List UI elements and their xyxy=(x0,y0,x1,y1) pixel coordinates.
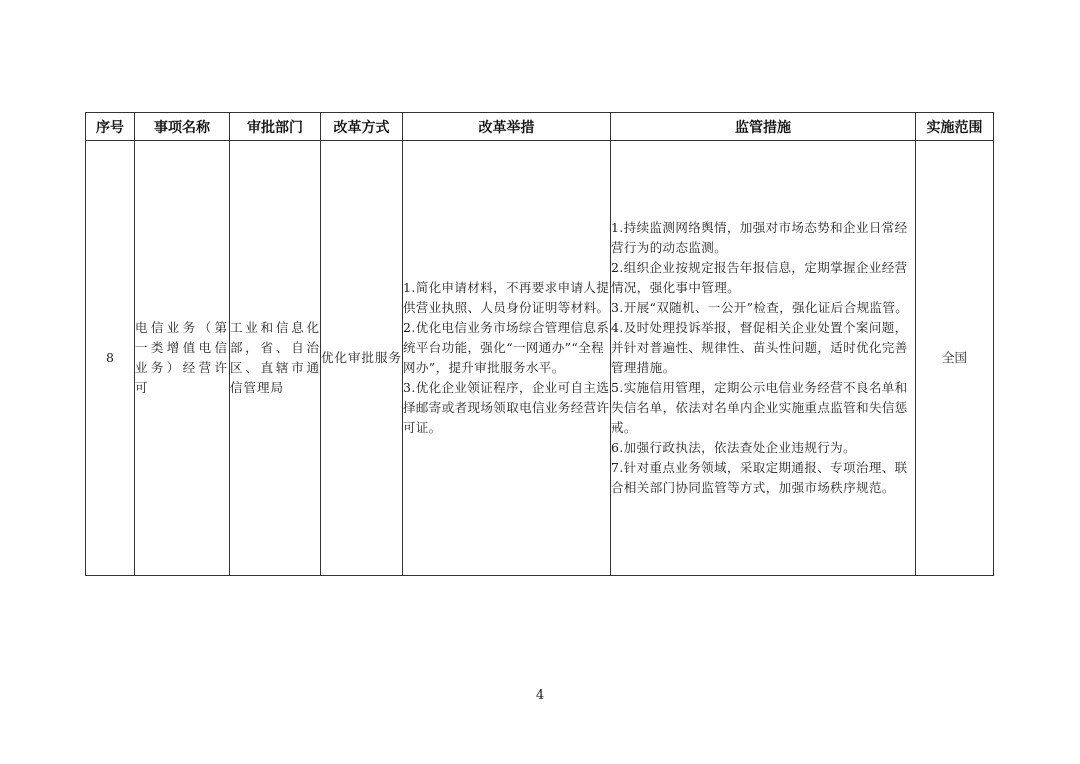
regulation-measure-item: 2.组织企业按规定报告年报信息，定期掌握企业经营情况，强化事中管理。 xyxy=(611,260,908,295)
page-number: 4 xyxy=(535,688,545,703)
header-reform-method: 改革方式 xyxy=(321,113,403,141)
regulation-measure-item: 4.及时处理投诉举报，督促相关企业处置个案问题，并针对普遍性、规律性、苗头性问题，适时优化完善管理措施。 xyxy=(611,320,908,375)
reform-measure-item: 2.优化电信业务市场综合管理信息系统平台功能，强化“一网通办”“全程网办”，提升审批服务水平。 xyxy=(403,320,610,375)
header-regulation-measures: 监管措施 xyxy=(611,113,916,141)
reform-table xyxy=(85,112,994,576)
header-scope: 实施范围 xyxy=(916,113,994,141)
header-approval-dept: 审批部门 xyxy=(230,113,321,141)
cell-approval-dept: 工业和信息化部，省、自治区、直辖市通信管理局 xyxy=(230,141,321,576)
regulation-measure-item: 3.开展“双随机、一公开”检查，强化证后合规监管。 xyxy=(611,300,909,315)
header-reform-measures: 改革举措 xyxy=(403,113,611,141)
cell-reform-method: 优化审批服务 xyxy=(321,141,403,576)
header-item-name: 事项名称 xyxy=(135,113,230,141)
regulation-measure-item: 5.实施信用管理，定期公示电信业务经营不良名单和失信名单，依法对名单内企业实施重点监管和失信惩戒。 xyxy=(611,380,908,435)
cell-scope: 全国 xyxy=(916,141,994,576)
regulation-measure-item: 1.持续监测网络舆情，加强对市场态势和企业日常经营行为的动态监测。 xyxy=(611,220,908,255)
cell-item-name: 电信业务（第一类增值电信业务）经营许可 xyxy=(135,141,230,576)
header-seq: 序号 xyxy=(86,113,135,141)
regulation-measure-item: 6.加强行政执法，依法查处企业违规行为。 xyxy=(611,440,856,455)
cell-regulation-measures xyxy=(611,141,916,576)
regulation-measure-item: 7.针对重点业务领域，采取定期通报、专项治理、联合相关部门协同监管等方式，加强市场秩序规范。 xyxy=(611,460,908,495)
reform-measure-item: 1.简化申请材料，不再要求申请人提供营业执照、人员身份证明等材料。 xyxy=(403,280,610,315)
table-row xyxy=(86,141,994,576)
cell-seq: 8 xyxy=(86,141,135,576)
reform-measure-item: 3.优化企业领证程序，企业可自主选择邮寄或者现场领取电信业务经营许可证。 xyxy=(403,380,610,435)
cell-reform-measures xyxy=(403,141,611,576)
table-header-row xyxy=(86,113,994,141)
